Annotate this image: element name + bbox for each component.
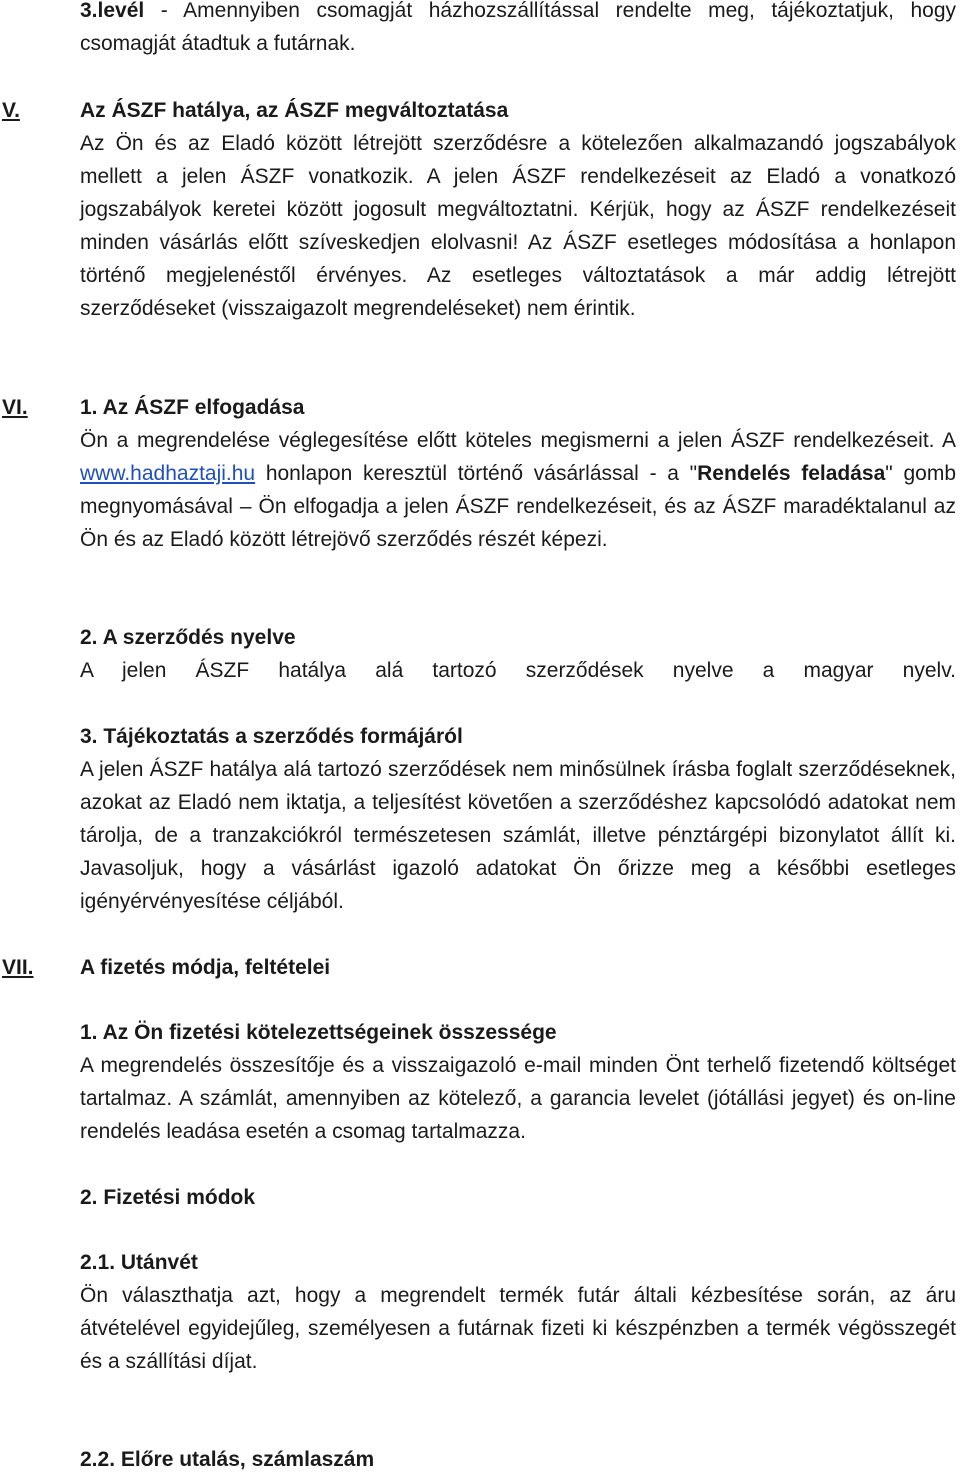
section-v-title: Az ÁSZF hatálya, az ÁSZF megváltoztatása xyxy=(80,99,509,122)
section-vii-paragraph-2-1: Ön választhatja azt, hogy a megrendelt termék futár általi kézbesítése során, az áru átvételével egyidejűleg, személyesen a futárnak fizeti ki készpénzben a termék végösszegét és a szállítási díjat. xyxy=(80,1284,956,1373)
p1-text-a: Ön a megrendelése véglegesítése előtt köteles megismerni a jelen ÁSZF rendelkezéseit. A xyxy=(80,429,956,452)
section-vi xyxy=(80,391,956,556)
section-vi-2 xyxy=(80,621,956,687)
section-vii-2-1 xyxy=(80,1246,956,1378)
letter-3-number: 3.levél xyxy=(80,0,145,22)
section-vii-2-2 xyxy=(80,1443,956,1476)
section-vii xyxy=(80,951,956,984)
section-vii-2 xyxy=(80,1181,956,1214)
section-vii-paragraph-1: A megrendelés összesítője és a visszaigazoló e-mail minden Önt terhelő fizetendő költséget tartalmaz. A számlát, amennyiben az kötelező, a garancia levelet (jótállási jegyet) és on-line rendelés leadása esetén a csomag tartalmazza. xyxy=(80,1054,956,1143)
section-vi-paragraph-3: A jelen ÁSZF hatálya alá tartozó szerződések nem minősülnek írásba foglalt szerződéseknek, azokat az Eladó nem iktatja, a teljesítést követően a szerződéshez kapcsolódó adatokat nem tárolja, de a tranzakciókról természetesen számlát, illetve pénztárgépi bizonylatot állít ki. Javasoljuk, hogy a vásárlást igazoló adatokat Ön őrizze meg a későbbi esetleges igényérvényesítése céljából. xyxy=(80,758,956,913)
section-vi-paragraph-2: A jelen ÁSZF hatálya alá tartozó szerződések nyelve a magyar nyelv. xyxy=(80,659,956,682)
section-vi-heading-3: 3. Tájékoztatás a szerződés formájáról xyxy=(80,725,463,748)
section-v xyxy=(80,94,956,325)
section-vii-heading-2-1: 2.1. Utánvét xyxy=(80,1251,198,1274)
section-v-number: V. xyxy=(2,99,20,122)
p1-text-c: " gomb megnyomásával – Ön elfogadja a jelen ÁSZF rendelkezéseit, és az ÁSZF maradéktalanul az Ön és az Eladó között létrejövő szerződés részét képezi. xyxy=(80,462,957,551)
letter-3-body: - Amennyiben csomagját házhozszállítással rendelte meg, tájékoztatjuk, hogy csomagját átadtuk a futárnak. xyxy=(80,0,956,55)
p1-text-b: honlapon keresztül történő vásárlással - a " xyxy=(255,462,698,485)
section-vii-1 xyxy=(80,1016,956,1148)
section-vi-3 xyxy=(80,720,956,918)
section-vii-heading-1: 1. Az Ön fizetési kötelezettségeinek összessége xyxy=(80,1021,557,1044)
section-vi-number: VI. xyxy=(2,396,28,419)
section-vi-heading-2: 2. A szerződés nyelve xyxy=(80,626,296,649)
section-vii-heading-2-2: 2.2. Előre utalás, számlaszám xyxy=(80,1448,375,1471)
letter-3-paragraph xyxy=(80,0,956,60)
website-link[interactable]: www.hadhaztaji.hu xyxy=(80,462,256,485)
section-vii-heading-2: 2. Fizetési módok xyxy=(80,1186,256,1209)
section-vii-number: VII. xyxy=(2,956,34,979)
letter-3-text xyxy=(80,0,956,60)
section-v-body: Az Ön és az Eladó között létrejött szerződésre a kötelezően alkalmazandó jogszabályok mellett a jelen ÁSZF vonatkozik. A jelen ÁSZF rendelkezéseit az Eladó a vonatkozó jogszabályok keretei között jogosult megváltoztatni. Kérjük, hogy az ÁSZF rendelkezéseit minden vásárlás előtt szíveskedjen elolvasni! Az ÁSZF esetleges módosítása a honlapon történő megjelenéstől érvényes. Az esetleges változtatások a már addig létrejött szerződéseket (visszaigazolt megrendeléseket) nem érintik. xyxy=(80,132,956,320)
section-vii-title: A fizetés módja, feltételei xyxy=(80,956,331,979)
order-button-name: Rendelés feladása xyxy=(697,462,886,485)
section-vi-paragraph-1 xyxy=(80,424,956,556)
section-vi-heading-1: 1. Az ÁSZF elfogadása xyxy=(80,396,305,419)
